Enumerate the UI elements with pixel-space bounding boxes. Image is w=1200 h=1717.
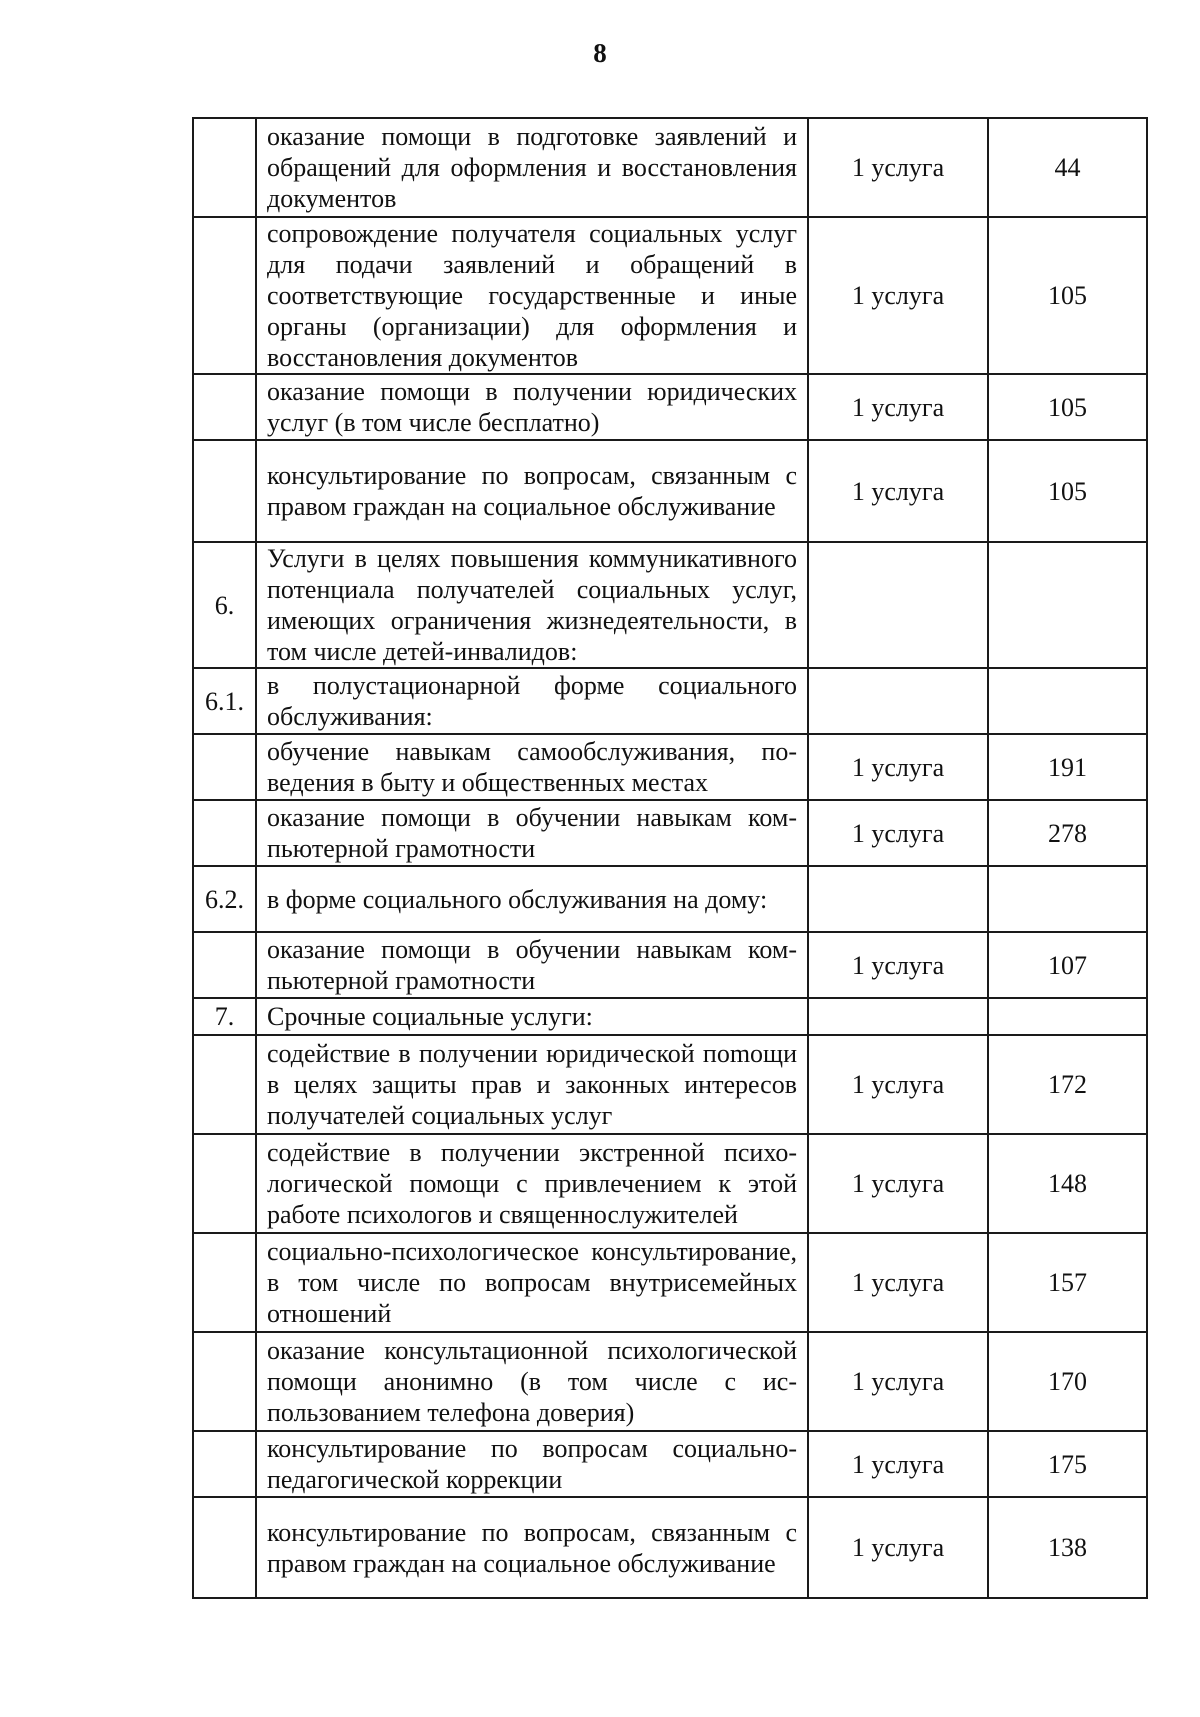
- service-unit: 1 услуга: [808, 217, 988, 374]
- service-name: оказание помощи в обучении навыкам компьютерной грамотности: [256, 932, 808, 998]
- service-unit: 1 услуга: [808, 932, 988, 998]
- service-name: содействие в получении юридической поmощи в целях защиты прав и законных интересов получателей социальных услуг: [256, 1035, 808, 1134]
- service-name: в форме социального обслуживания на дому:: [256, 866, 808, 932]
- row-number: 7.: [193, 998, 256, 1035]
- service-price: 44: [988, 118, 1147, 217]
- service-name: консультирование по вопросам, связанным с правом граждан на социальное обслуживание: [256, 440, 808, 542]
- service-unit: [808, 998, 988, 1035]
- table-row: [193, 668, 1147, 734]
- row-number: [193, 1497, 256, 1598]
- service-name: оказание помощи в подготовке заявлений и обращений для оформления и восстановления документов: [256, 118, 808, 217]
- table-row: [193, 1497, 1147, 1598]
- row-number: [193, 440, 256, 542]
- table-row: [193, 866, 1147, 932]
- row-number: [193, 1035, 256, 1134]
- row-number: [193, 217, 256, 374]
- service-unit: 1 услуга: [808, 1431, 988, 1497]
- services-table: [192, 117, 1148, 1599]
- service-unit: [808, 542, 988, 668]
- row-number: [193, 1233, 256, 1332]
- service-unit: 1 услуга: [808, 1332, 988, 1431]
- service-unit: [808, 866, 988, 932]
- service-price: 172: [988, 1035, 1147, 1134]
- service-price: 175: [988, 1431, 1147, 1497]
- row-number: [193, 800, 256, 866]
- service-unit: 1 услуга: [808, 118, 988, 217]
- row-number: [193, 932, 256, 998]
- service-price: 170: [988, 1332, 1147, 1431]
- service-name: содействие в получении экстренной психологической помощи с привлечением к этой работе психологов и священнослужителей: [256, 1134, 808, 1233]
- table-row: [193, 118, 1147, 217]
- row-number: 6.: [193, 542, 256, 668]
- page-number: 8: [593, 38, 607, 68]
- table-row: [193, 542, 1147, 668]
- service-price: 138: [988, 1497, 1147, 1598]
- row-number: 6.1.: [193, 668, 256, 734]
- service-unit: 1 услуга: [808, 440, 988, 542]
- row-number: [193, 118, 256, 217]
- service-name: оказание помощи в обучении навыкам компьютерной грамотности: [256, 800, 808, 866]
- service-price: 105: [988, 440, 1147, 542]
- table-row: [193, 374, 1147, 440]
- service-unit: 1 услуга: [808, 734, 988, 800]
- table-row: [193, 1035, 1147, 1134]
- table-row: [193, 1431, 1147, 1497]
- table-row: [193, 734, 1147, 800]
- row-number: [193, 374, 256, 440]
- table-row: [193, 800, 1147, 866]
- service-unit: 1 услуга: [808, 1233, 988, 1332]
- service-name: Услуги в целях повышения коммуникативного потенциала получателей социальных услуг, имеющих ограничения жизнедеятельности, в том числе детей-инвалидов:: [256, 542, 808, 668]
- service-unit: 1 услуга: [808, 1134, 988, 1233]
- service-unit: 1 услуга: [808, 1035, 988, 1134]
- table-row: [193, 1134, 1147, 1233]
- service-price: [988, 998, 1147, 1035]
- service-name: оказание консультационной психологической помощи анонимно (в том числе с использованием телефона доверия): [256, 1332, 808, 1431]
- service-name: социально-психологическое консультирование, в том числе по вопросам внутрисемейных отношений: [256, 1233, 808, 1332]
- services-table-body: [193, 118, 1147, 1598]
- service-price: [988, 866, 1147, 932]
- row-number: [193, 734, 256, 800]
- service-unit: 1 услуга: [808, 374, 988, 440]
- row-number: 6.2.: [193, 866, 256, 932]
- service-name: оказание помощи в получении юридических услуг (в том числе бесплатно): [256, 374, 808, 440]
- service-name: консультирование по вопросам социально-педагогической коррекции: [256, 1431, 808, 1497]
- row-number: [193, 1332, 256, 1431]
- service-unit: 1 услуга: [808, 800, 988, 866]
- table-row: [193, 217, 1147, 374]
- table-row: [193, 1332, 1147, 1431]
- table-row: [193, 1233, 1147, 1332]
- row-number: [193, 1134, 256, 1233]
- row-number: [193, 1431, 256, 1497]
- service-name: в полустационарной форме социального обслуживания:: [256, 668, 808, 734]
- table-row: [193, 998, 1147, 1035]
- service-name: Срочные социальные услуги:: [256, 998, 808, 1035]
- service-name: обучение навыкам самообслуживания, поведения в быту и общественных местах: [256, 734, 808, 800]
- service-name: консультирование по вопросам, связанным с правом граждан на социальное обслуживание: [256, 1497, 808, 1598]
- service-price: 157: [988, 1233, 1147, 1332]
- service-price: 191: [988, 734, 1147, 800]
- service-price: 105: [988, 374, 1147, 440]
- service-price: 105: [988, 217, 1147, 374]
- service-price: 107: [988, 932, 1147, 998]
- service-unit: [808, 668, 988, 734]
- service-price: [988, 542, 1147, 668]
- table-row: [193, 932, 1147, 998]
- service-price: 278: [988, 800, 1147, 866]
- service-unit: 1 услуга: [808, 1497, 988, 1598]
- service-price: [988, 668, 1147, 734]
- service-price: 148: [988, 1134, 1147, 1233]
- service-name: сопровождение получателя социальных услуг для подачи заявлений и обращений в соответствующие государственные и иные органы (организации) для оформления и восстановления документов: [256, 217, 808, 374]
- table-row: [193, 440, 1147, 542]
